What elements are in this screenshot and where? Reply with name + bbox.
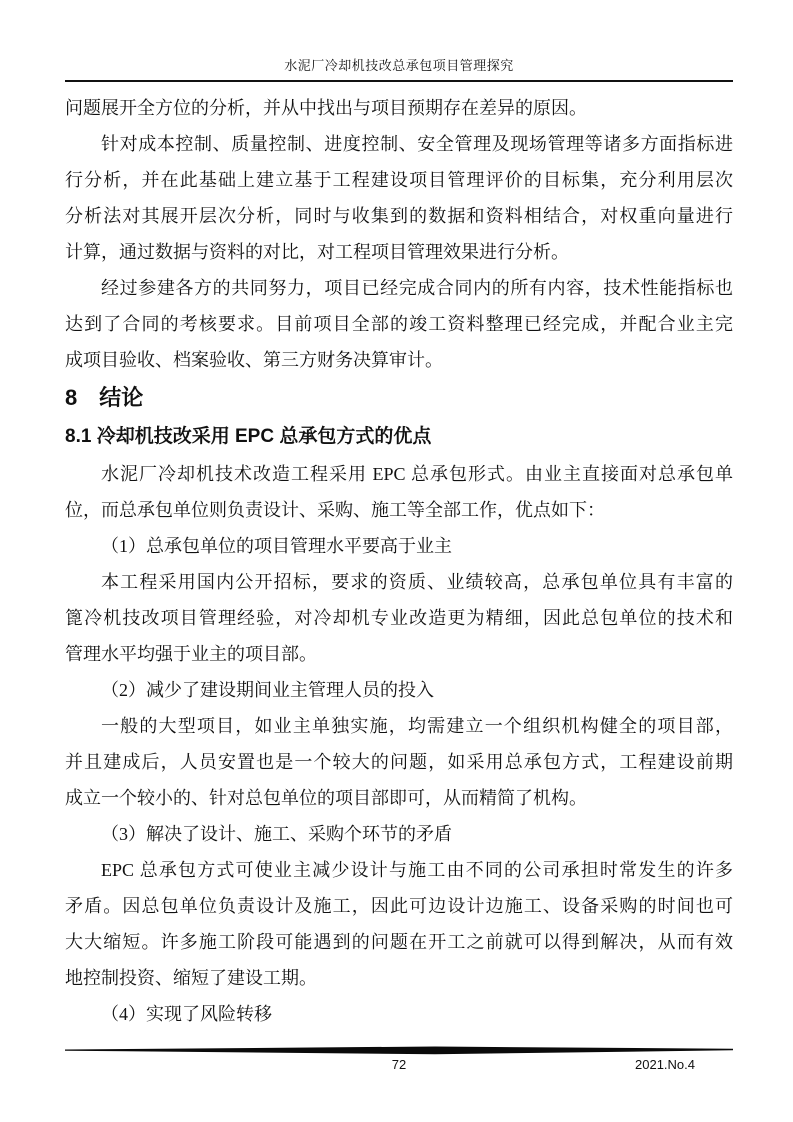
- text-line: （2）减少了建设期间业主管理人员的投入: [101, 680, 434, 700]
- text-line: 分析法对其展开层次分析，同时与收集到的数据和资料相结合，对权重向量进行: [65, 206, 733, 226]
- text-line: 问题展开全方位的分析，并从中找出与项目预期存在差异的原因。: [65, 98, 587, 118]
- subsection-heading: 8.1 冷却机技改采用 EPC 总承包方式的优点: [65, 426, 432, 447]
- paragraph: [65, 996, 733, 1032]
- page-footer: [65, 1046, 733, 1074]
- text-line: 矛盾。因总包单位负责设计及施工，因此可边设计边施工、设备采购的时间也可: [65, 896, 733, 916]
- paragraph: [65, 708, 733, 816]
- paragraph: [65, 816, 733, 852]
- paragraph: [65, 528, 733, 564]
- text-line: 针对成本控制、质量控制、进度控制、安全管理及现场管理等诸多方面指标进: [101, 134, 733, 154]
- text-line: 管理水平均强于业主的项目部。: [65, 644, 317, 664]
- text-line: 并且建成后，人员安置也是一个较大的问题，如采用总承包方式，工程建设前期: [65, 752, 733, 772]
- footer-row: [65, 1056, 733, 1074]
- paragraph: [65, 564, 733, 672]
- text-line: 水泥厂冷却机技术改造工程采用 EPC 总承包形式。由业主直接面对总承包单: [101, 464, 733, 484]
- text-line: EPC 总承包方式可使业主减少设计与施工由不同的公司承担时常发生的许多: [101, 860, 733, 880]
- text-line: （1）总承包单位的项目管理水平要高于业主: [101, 536, 452, 556]
- text-line: 地控制投资、缩短了建设工期。: [65, 968, 317, 988]
- footer-rule-ornament: [65, 1046, 733, 1055]
- running-title: 水泥厂冷却机技改总承包项目管理探究: [284, 58, 514, 73]
- text-line: 行分析，并在此基础上建立基于工程建设项目管理评价的目标集，充分利用层次: [65, 170, 733, 190]
- text-line: 成项目验收、档案验收、第三方财务决算审计。: [65, 350, 443, 370]
- text-line: 大大缩短。许多施工阶段可能遇到的问题在开工之前就可以得到解决，从而有效: [65, 932, 733, 952]
- document-body: [65, 90, 733, 1032]
- text-line: （3）解决了设计、施工、采购个环节的矛盾: [101, 824, 452, 844]
- page-header: [65, 0, 733, 82]
- text-line: 篦冷机技改项目管理经验，对冷却机专业改造更为精细，因此总包单位的技术和: [65, 608, 733, 628]
- paragraph: [65, 672, 733, 708]
- issue-label: 2021.No.4: [635, 1057, 695, 1072]
- content-column: [65, 0, 733, 1032]
- page-number: 72: [391, 1057, 407, 1072]
- text-line: 成立一个较小的、针对总包单位的项目部即可，从而精简了机构。: [65, 788, 587, 808]
- text-line: 计算，通过数据与资料的对比，对工程项目管理效果进行分析。: [65, 242, 569, 262]
- paragraph: [65, 456, 733, 528]
- text-line: 位，而总承包单位则负责设计、采购、施工等全部工作，优点如下：: [65, 500, 605, 520]
- text-line: 本工程采用国内公开招标，要求的资质、业绩较高，总承包单位具有丰富的: [101, 572, 733, 592]
- text-line: 达到了合同的考核要求。目前项目全部的竣工资料整理已经完成，并配合业主完: [65, 314, 733, 334]
- section-heading: 8 结论: [65, 385, 144, 410]
- text-line: （4）实现了风险转移: [101, 1004, 272, 1024]
- paragraph: [65, 126, 733, 270]
- paragraph: [65, 90, 733, 126]
- text-line: 经过参建各方的共同努力，项目已经完成合同内的所有内容，技术性能指标也: [101, 278, 733, 298]
- paragraph: [65, 852, 733, 996]
- text-line: 一般的大型项目，如业主单独实施，均需建立一个组织机构健全的项目部，: [101, 716, 733, 736]
- paragraph: [65, 270, 733, 378]
